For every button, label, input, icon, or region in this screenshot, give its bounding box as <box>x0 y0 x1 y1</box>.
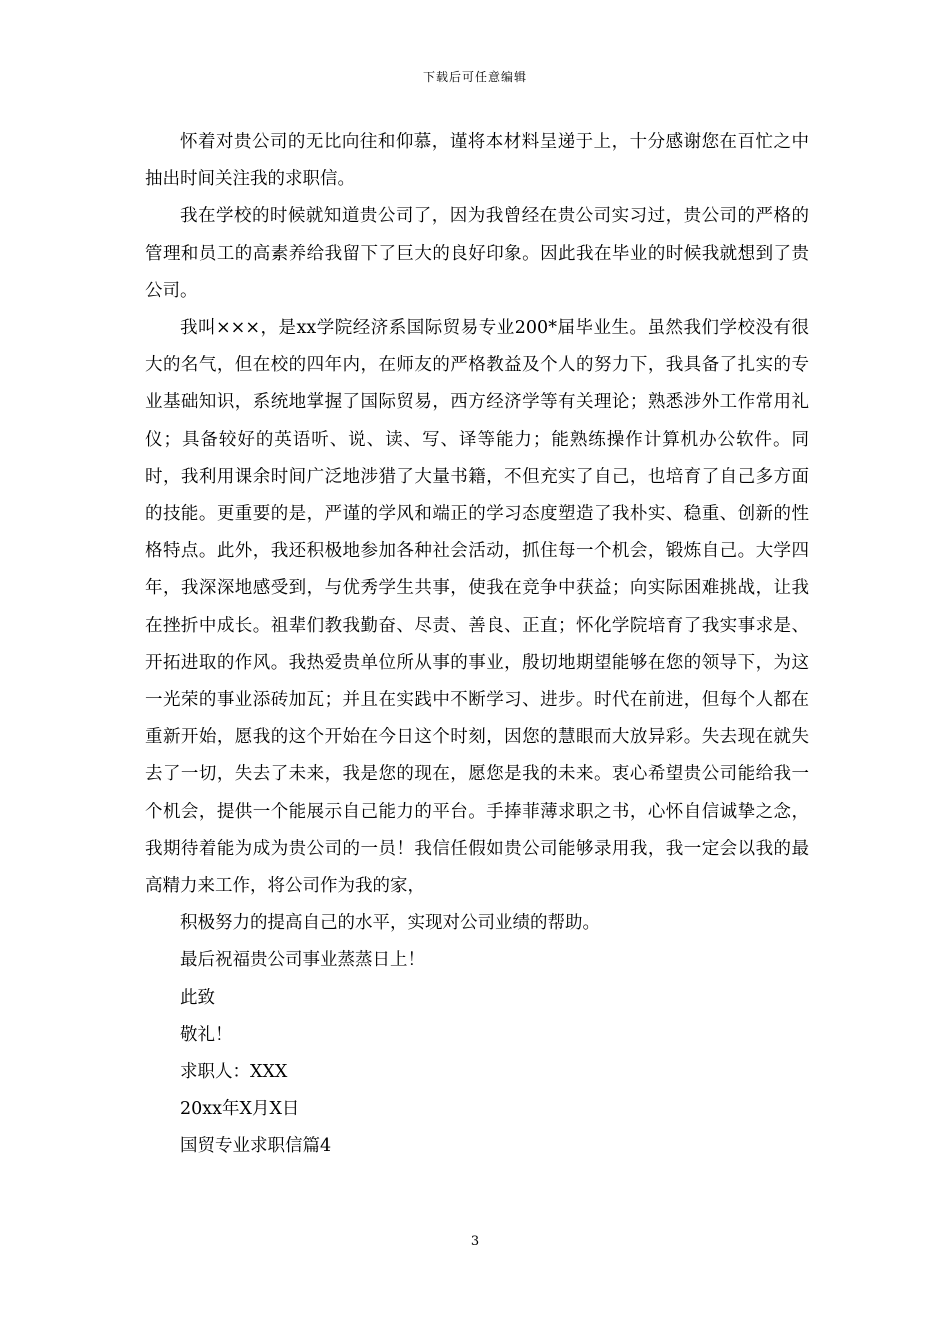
page-header: 下载后可任意编辑 <box>422 70 527 84</box>
letter-body <box>145 124 809 1166</box>
paragraph-self-introduction: 我叫×××，是xx学院经济系国际贸易专业200*届毕业生。虽然我们学校没有很大的名气，但在校的四年内，在师友的严格教益及个人的努力下，我具备了扎实的专业基础知识，系统地掌握了国际贸易，西方经济学等有关理论；熟悉涉外工作常用礼仪；具备较好的英语听、说、读、写、译等能力；能熟练操作计算机办公软件。同时，我利用课余时间广泛地涉猎了大量书籍，不但充实了自己，也培育了自己多方面的技能。更重要的是，严谨的学风和端正的学习态度塑造了我朴实、稳重、创新的性格特点。此外，我还积极地参加各种社会活动，抓住每一个机会，锻炼自己。大学四年，我深深地感受到，与优秀学生共事，使我在竞争中获益；向实际困难挑战，让我在挫折中成长。祖辈们教我勤奋、尽责、善良、正直；怀化学院培育了我实事求是、开拓进取的作风。我热爱贵单位所从事的事业，殷切地期望能够在您的领导下，为这一光荣的事业添砖加瓦；并且在实践中不断学习、进步。时代在前进，但每个人都在重新开始，愿我的这个开始在今日这个时刻，因您的慧眼而大放异彩。失去现在就失去了一切，失去了未来，我是您的现在，愿您是我的未来。衷心希望贵公司能给我一个机会，提供一个能展示自己能力的平台。手捧菲薄求职之书，心怀自信诚挚之念，我期待着能为成为贵公司的一员！我信任假如贵公司能够录用我，我一定会以我的最高精力来工作，将公司作为我的家， <box>145 318 809 897</box>
paragraph-intro: 怀着对贵公司的无比向往和仰慕，谨将本材料呈递于上，十分感谢您在百忙之中抽出时间关注我的求职信。 <box>145 132 809 190</box>
line-regards: 敬礼！ <box>180 1024 233 1045</box>
line-salutation: 此致 <box>180 987 215 1008</box>
line-date: 20xx年X月X日 <box>180 1099 300 1120</box>
line-effort: 积极努力的提高自己的水平，实现对公司业绩的帮助。 <box>180 913 600 934</box>
line-next-title: 国贸专业求职信篇4 <box>180 1136 332 1157</box>
page-number: 3 <box>470 1234 480 1249</box>
line-applicant: 求职人：XXX <box>180 1062 288 1083</box>
paragraph-background: 我在学校的时候就知道贵公司了，因为我曾经在贵公司实习过，贵公司的严格的管理和员工的高素养给我留下了巨大的良好印象。因此我在毕业的时候我就想到了贵公司。 <box>145 206 809 301</box>
line-wishes: 最后祝福贵公司事业蒸蒸日上！ <box>180 950 425 971</box>
